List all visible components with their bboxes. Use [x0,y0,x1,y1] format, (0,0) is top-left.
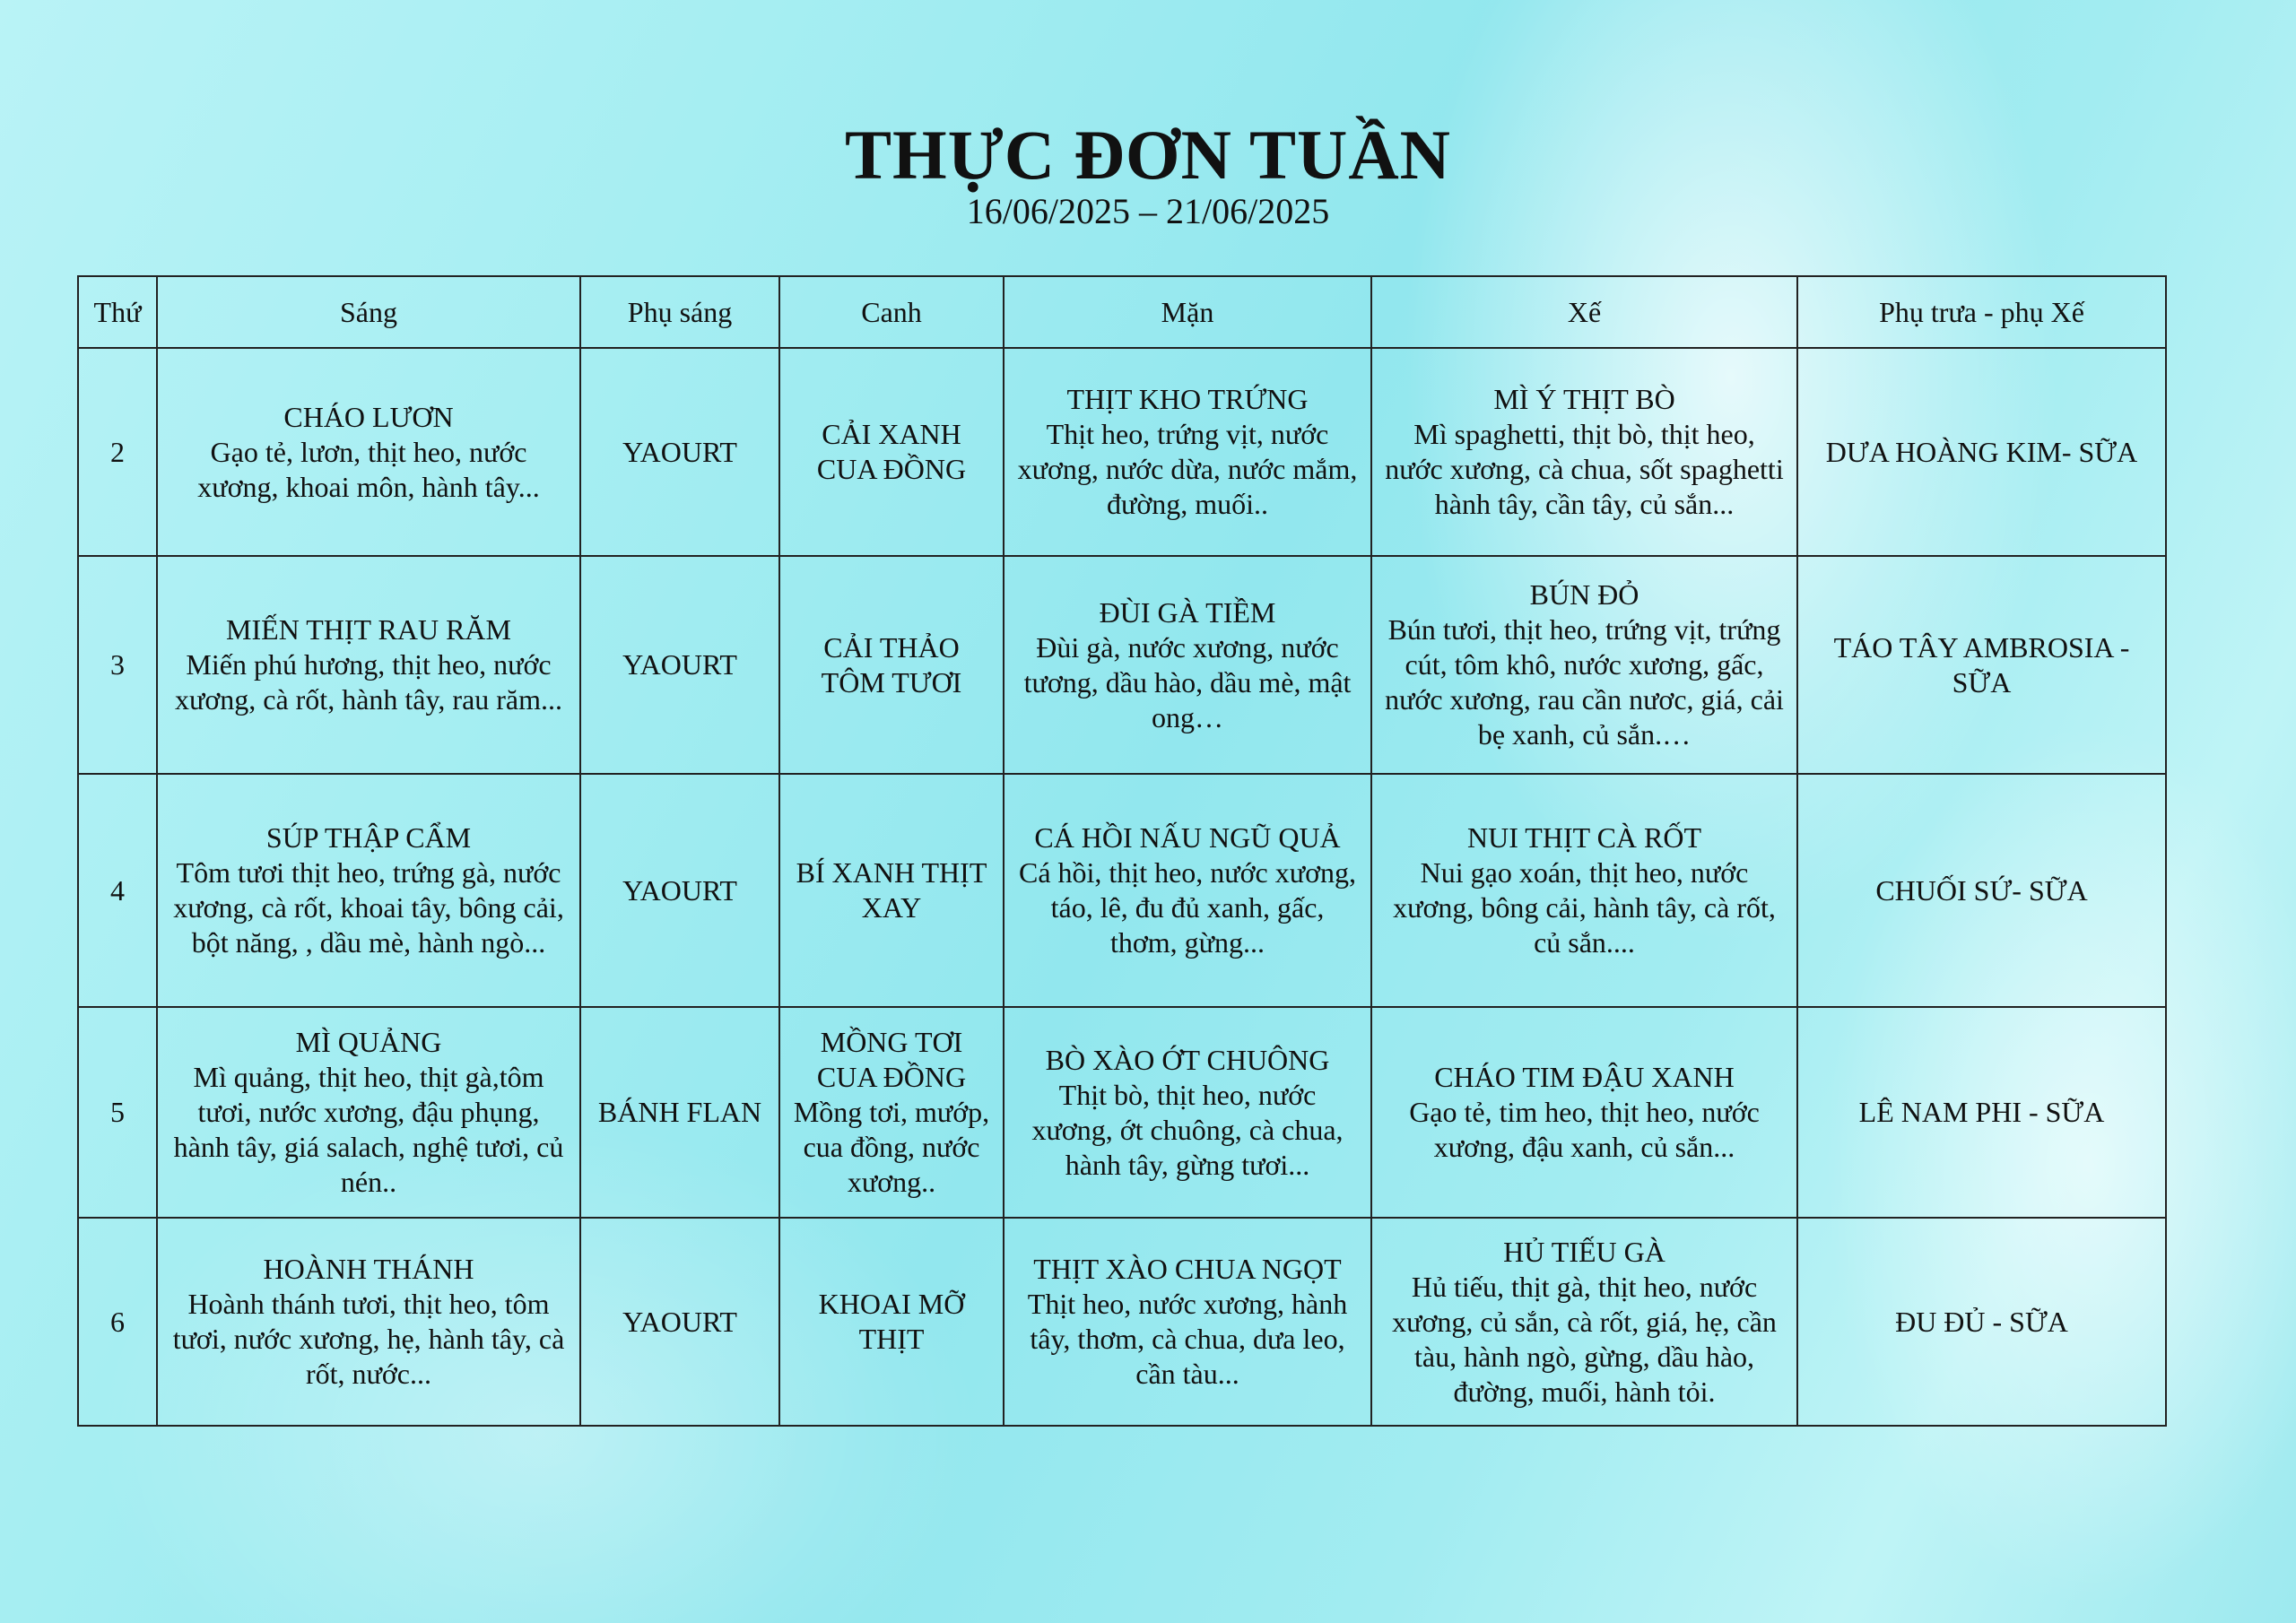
dish-description: Thịt heo, trứng vịt, nước xương, nước dừa, nước mắm, đường, muối.. [1017,418,1358,520]
day-cell: 3 [78,556,157,774]
dish-name: MÌ Ý THỊT BÒ [1493,383,1675,415]
header-thu: Thứ [78,276,157,348]
dish-name: ĐÙI GÀ TIỀM [1099,595,1276,629]
xe-cell [1371,348,1797,556]
sang-cell [157,556,580,774]
header-canh: Canh [779,276,1004,348]
canh-cell [779,348,1004,556]
dish-name: HOÀNH THÁNH [263,1253,474,1285]
dish-name: HỦ TIẾU GÀ [1503,1235,1665,1268]
dish-name: SÚP THẬP CẨM [265,821,472,854]
xe-cell [1371,1007,1797,1218]
dish-description: Đùi gà, nước xương, nước tương, dầu hào, dầu mè, mật ong… [1023,630,1352,733]
phu-trua-cell: LÊ NAM PHI - SỮA [1797,1007,2166,1218]
header-row [78,276,2166,348]
dish-name: CẢI XANH CUA ĐỒNG [816,418,967,485]
phu-sang-cell: YAOURT [580,556,779,774]
xe-cell [1371,1218,1797,1426]
table-row [78,774,2166,1007]
day-cell: 6 [78,1218,157,1426]
canh-cell [779,1218,1004,1426]
dish-description: Nui gạo xoán, thịt heo, nước xương, bông cải, hành tây, cà rốt, củ sắn.... [1393,856,1776,959]
xe-cell [1371,774,1797,1007]
canh-cell [779,556,1004,774]
dish-name: MỒNG TƠI CUA ĐỒNG [816,1026,967,1093]
phu-trua-cell: ĐU ĐỦ - SỮA [1797,1218,2166,1426]
phu-trua-cell: TÁO TÂY AMBROSIA - SỮA [1797,556,2166,774]
dish-description: Mồng tơi, mướp, cua đồng, nước xương.. [793,1096,990,1198]
weekly-menu-table [77,275,2167,1427]
day-cell: 2 [78,348,157,556]
dish-description: Mì spaghetti, thịt bò, thịt heo, nước xương, cà chua, sốt spaghetti hành tây, cần tây, củ sắn... [1385,418,1784,520]
phu-trua-cell: CHUỐI SỨ- SỮA [1797,774,2166,1007]
dish-description: Gạo tẻ, tim heo, thịt heo, nước xương, đậu xanh, củ sắn... [1409,1096,1760,1163]
dish-name: CHÁO LƯƠN [283,400,454,433]
day-cell: 4 [78,774,157,1007]
phu-sang-cell: BÁNH FLAN [580,1007,779,1218]
dish-name: KHOAI MỠ THỊT [818,1288,965,1355]
sang-cell [157,774,580,1007]
dish-name: BÒ XÀO ỚT CHUÔNG [1045,1043,1330,1076]
dish-description: Hoành thánh tươi, thịt heo, tôm tươi, nước xương, hẹ, hành tây, cà rốt, nước... [172,1288,565,1390]
table-row [78,1007,2166,1218]
dish-description: Tôm tươi thịt heo, trứng gà, nước xương, cà rốt, khoai tây, bông cải, bột năng, , dầu mè, hành ngò... [173,856,564,959]
dish-name: CẢI THẢO TÔM TƯƠI [821,630,962,699]
dish-name: THỊT XÀO CHUA NGỌT [1033,1253,1342,1285]
dish-name: NUI THỊT CÀ RỐT [1466,821,1702,854]
phu-sang-cell: YAOURT [580,774,779,1007]
dish-description: Miến phú hương, thịt heo, nước xương, cà rốt, hành tây, rau răm... [174,648,563,716]
header-man: Mặn [1004,276,1371,348]
header-phu-sang: Phụ sáng [580,276,779,348]
dish-description: Mì quảng, thịt heo, thịt gà,tôm tươi, nước xương, đậu phụng, hành tây, giá salach, nghệ tươi, củ nén.. [173,1061,564,1198]
dish-description: Gạo tẻ, lươn, thịt heo, nước xương, khoai môn, hành tây... [197,435,540,503]
dish-name: THỊT KHO TRỨNG [1066,383,1309,415]
sang-cell [157,1218,580,1426]
dish-description: Thịt heo, nước xương, hành tây, thơm, cà chua, dưa leo, cần tàu... [1027,1288,1348,1390]
dish-name: CÁ HỒI NẤU NGŨ QUẢ [1034,821,1341,854]
table-row [78,1218,2166,1426]
dish-name: CHÁO TIM ĐẬU XANH [1434,1061,1735,1093]
table-row [78,348,2166,556]
day-cell: 5 [78,1007,157,1218]
man-cell [1004,774,1371,1007]
dish-name: MÌ QUẢNG [295,1026,442,1058]
sang-cell [157,348,580,556]
canh-cell [779,1007,1004,1218]
dish-description: Hủ tiếu, thịt gà, thịt heo, nước xương, củ sắn, cà rốt, giá, hẹ, cần tàu, hành ngò, gừng, dầu hào, đường, muối, hành tỏi. [1392,1270,1777,1408]
man-cell [1004,1218,1371,1426]
header-sang: Sáng [157,276,580,348]
phu-sang-cell: YAOURT [580,348,779,556]
dish-description: Bún tươi, thịt heo, trứng vịt, trứng cút, tôm khô, nước xương, gấc, nước xương, rau cần nươc, giá, cải bẹ xanh, củ sắn.… [1385,613,1784,751]
canh-cell [779,774,1004,1007]
dish-description: Cá hồi, thịt heo, nước xương, táo, lê, đu đủ xanh, gấc, thơm, gừng... [1018,856,1357,959]
date-range: 16/06/2025 – 21/06/2025 [966,191,1330,231]
phu-trua-cell: DƯA HOÀNG KIM- SỮA [1797,348,2166,556]
table-row [78,556,2166,774]
header-phu-trua: Phụ trưa - phụ Xế [1797,276,2166,348]
xe-cell [1371,556,1797,774]
phu-sang-cell: YAOURT [580,1218,779,1426]
dish-description: Thịt bò, thịt heo, nước xương, ớt chuông, cà chua, hành tây, gừng tươi... [1031,1078,1344,1181]
sang-cell [157,1007,580,1218]
man-cell [1004,1007,1371,1218]
dish-name: BÚN ĐỎ [1529,578,1639,611]
page-title: THỰC ĐƠN TUẦN [844,116,1452,194]
dish-name: BÍ XANH THỊT XAY [796,856,987,924]
header-xe: Xế [1371,276,1797,348]
man-cell [1004,348,1371,556]
dish-name: MIẾN THỊT RAU RĂM [226,613,511,646]
man-cell [1004,556,1371,774]
